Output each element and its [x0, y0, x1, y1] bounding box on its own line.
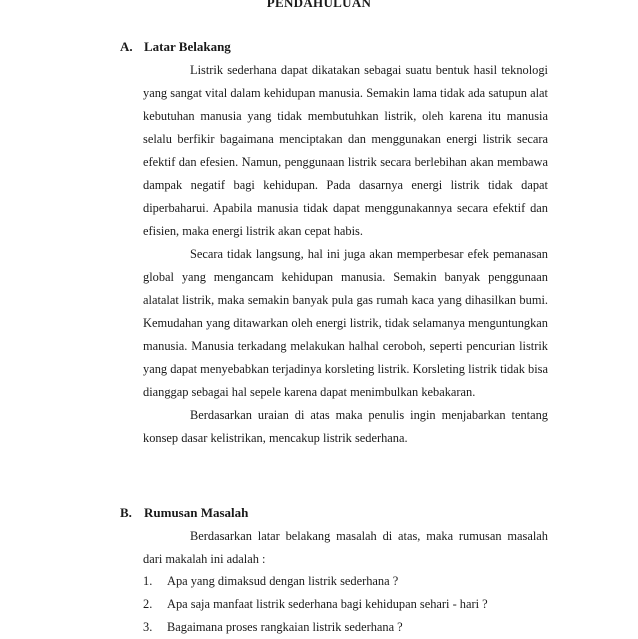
section-a-heading — [120, 39, 231, 55]
paragraph: Listrik sederhana dapat dikatakan sebagai suatu bentuk hasil teknologi yang sangat vital dalam kehidupan manusia. Semakin lama tidak ada satupun alat kebutuhan manusia yang tidak membutuhkan listrik, oleh karena itu manusia selalu berfikir bagaimana menciptakan dan menggunakan energi listrik secara efektif dan efesien. Namun, penggunaan listrik secara berlebihan akan membawa dampak negatif bagi kehidupan. Pada dasarnya energi listrik tidak dapat diperbaharui. Apabila manusia tidak dapat menggunakannya secara efektif dan efisien, maka energi listrik akan cepat habis. — [143, 63, 548, 238]
section-title: Latar Belakang — [144, 39, 231, 54]
section-number: A. — [120, 39, 133, 54]
section-title: Rumusan Masalah — [144, 505, 249, 520]
list-number: 1. — [143, 574, 153, 588]
paragraph: Berdasarkan latar belakang masalah di atas, maka rumusan masalah dari makalah ini adalah : — [143, 529, 548, 566]
section-b-body — [143, 525, 548, 571]
list-number: 2. — [143, 597, 153, 611]
section-a-body — [143, 59, 548, 450]
section-b-heading — [120, 505, 248, 521]
list-text: Apa yang dimaksud dengan listrik sederhana ? — [167, 574, 399, 588]
list-item — [143, 570, 563, 593]
list-item — [143, 593, 563, 616]
section-number: B. — [120, 505, 132, 520]
paragraph: Secara tidak langsung, hal ini juga akan memperbesar efek pemanasan global yang mengancam kehidupan manusia. Semakin banyak penggunaan alatalat listrik, maka semakin banyak pula gas rumah kaca yang dihasilkan bumi. Kemudahan yang ditawarkan oleh energi listrik, tidak selamanya menguntungkan manusia. Manusia terkadang melakukan halhal ceroboh, seperti pencurian listrik yang dapat menyebabkan terjadinya korsleting listrik. Korsleting listrik tidak bisa dianggap sebagai hal sepele karena dapat menimbulkan kebakaran. — [143, 247, 548, 399]
problem-list — [143, 570, 563, 639]
list-text: Bagaimana proses rangkaian listrik sederhana ? — [167, 620, 403, 634]
paragraph: Berdasarkan uraian di atas maka penulis ingin menjabarkan tentang konsep dasar kelistrikan, mencakup listrik sederhana. — [143, 408, 548, 445]
page-title: PENDAHULUAN — [266, 0, 372, 10]
list-number: 3. — [143, 620, 153, 634]
list-text: Apa saja manfaat listrik sederhana bagi kehidupan sehari - hari ? — [167, 597, 488, 611]
list-item — [143, 616, 563, 639]
